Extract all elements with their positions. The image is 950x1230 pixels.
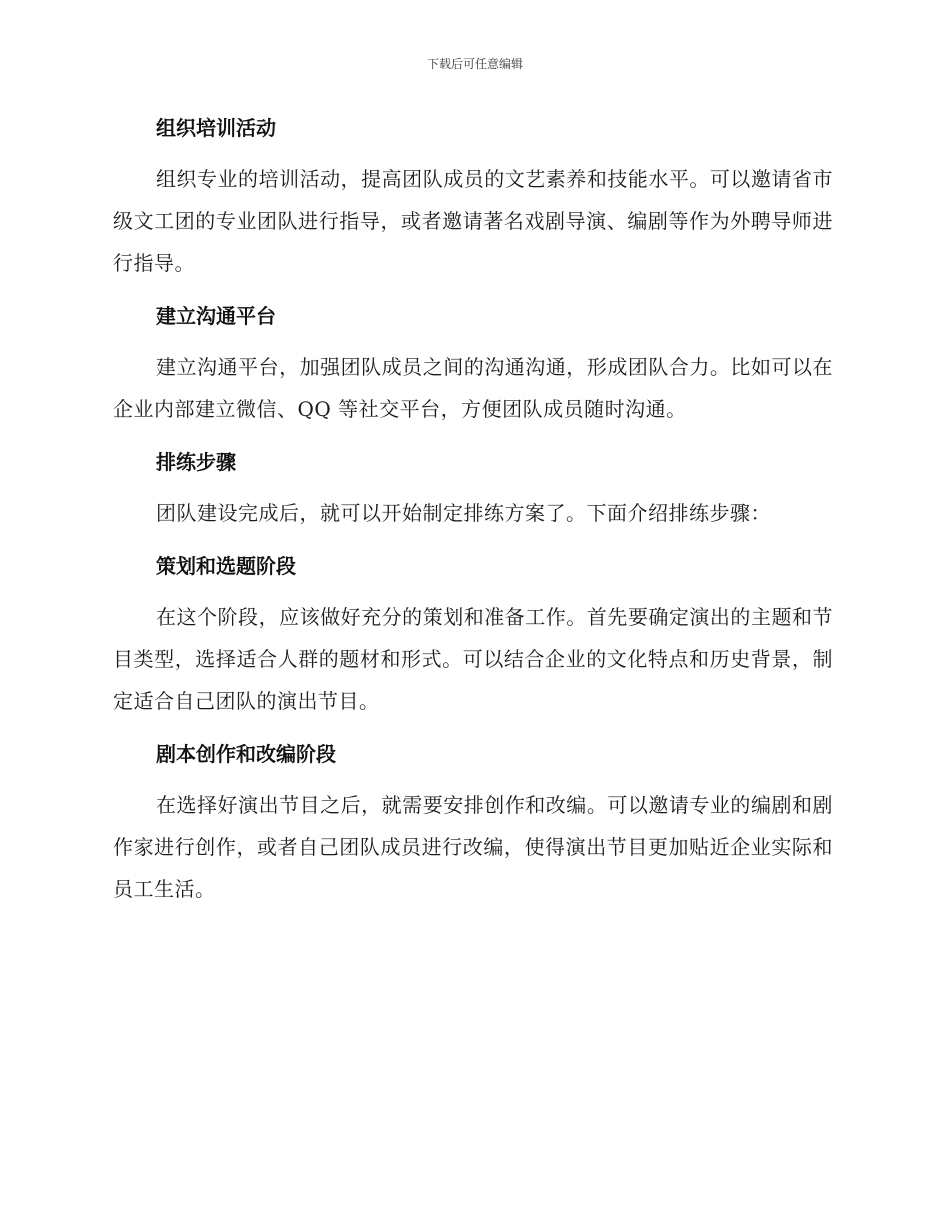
document-body xyxy=(113,108,833,922)
section-paragraph: 团队建设完成后，就可以开始制定排练方案了。下面介绍排练步骤： xyxy=(156,501,771,525)
section-heading: 策划和选题阶段 xyxy=(156,554,296,578)
section-communication xyxy=(113,296,833,430)
section-rehearsal-steps xyxy=(113,442,833,534)
section-heading: 组织培训活动 xyxy=(156,116,276,140)
section-paragraph: 在这个阶段，应该做好充分的策划和准备工作。首先要确定演出的主题和节目类型，选择适合人群的题材和形式。可以结合企业的文化特点和历史背景，制定适合自己团队的演出节目。 xyxy=(113,605,833,713)
section-paragraph: 建立沟通平台，加强团队成员之间的沟通沟通，形成团队合力。比如可以在企业内部建立微信、QQ 等社交平台，方便团队成员随时沟通。 xyxy=(113,355,833,421)
section-paragraph: 组织专业的培训活动，提高团队成员的文艺素养和技能水平。可以邀请省市级文工团的专业团队进行指导，或者邀请著名戏剧导演、编剧等作为外聘导师进行指导。 xyxy=(113,167,833,275)
section-heading: 建立沟通平台 xyxy=(156,304,276,328)
section-training xyxy=(113,108,833,284)
section-planning xyxy=(113,546,833,722)
section-heading: 剧本创作和改编阶段 xyxy=(156,742,336,766)
section-scriptwriting xyxy=(113,734,833,910)
page-header: 下载后可任意编辑 xyxy=(426,57,523,71)
section-heading: 排练步骤 xyxy=(156,450,236,474)
section-paragraph: 在选择好演出节目之后，就需要安排创作和改编。可以邀请专业的编剧和剧作家进行创作，或者自己团队成员进行改编，使得演出节目更加贴近企业实际和员工生活。 xyxy=(113,793,833,901)
